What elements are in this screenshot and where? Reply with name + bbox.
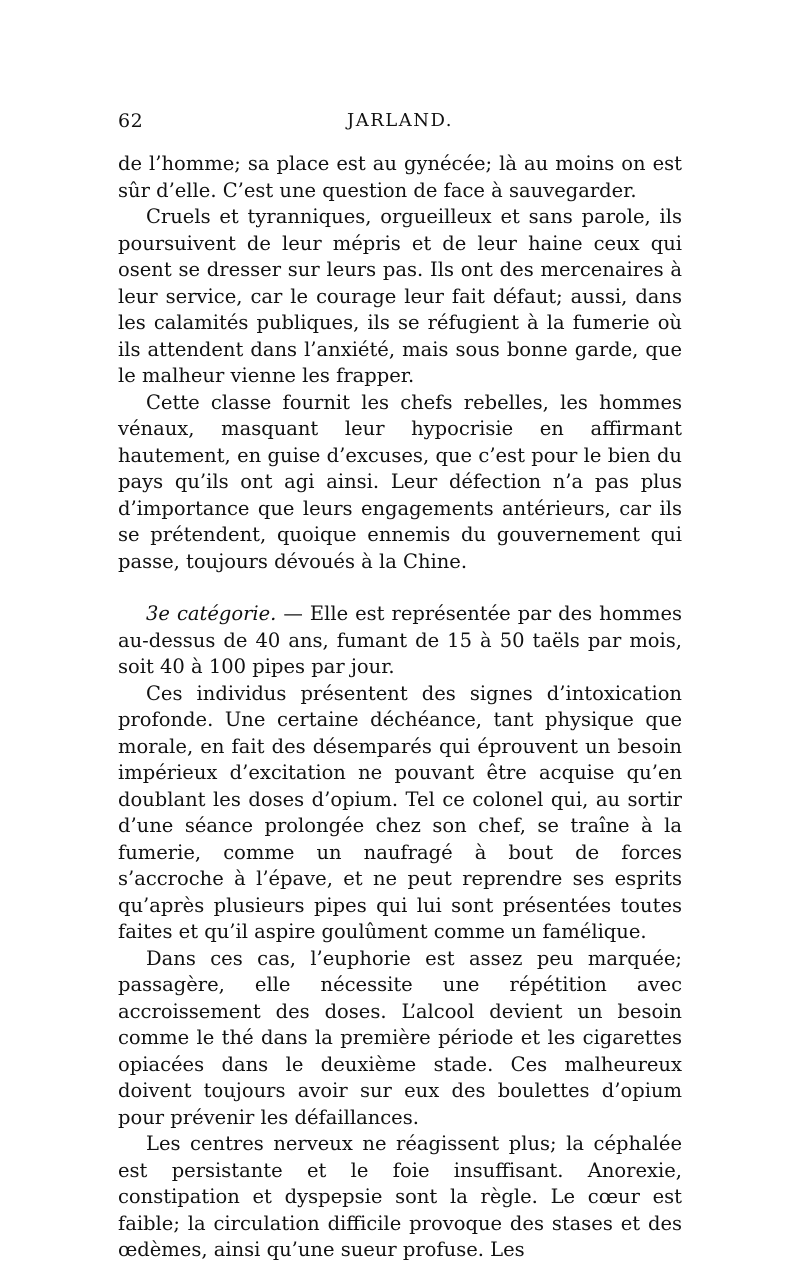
category-paragraph xyxy=(118,601,682,681)
paragraph: Les centres nerveux ne réagissent plus; la céphalée est persistante et le foie insuffisant. Anorexie, constipation et dyspepsie sont la règle. Le cœur est faible; la circulation difficile provoque des stases et des œdèmes, ainsi qu’une sueur profuse. Les xyxy=(118,1132,682,1261)
section-gap xyxy=(118,575,682,601)
running-head: JARLAND. xyxy=(347,110,453,131)
paragraph: de l’homme; sa place est au gynécée; là au moins on est sûr d’elle. C’est une question de face à sauvegarder. xyxy=(118,152,682,202)
page-header xyxy=(118,110,682,138)
paragraph: Dans ces cas, l’euphorie est assez peu marquée; passagère, elle nécessite une répétition avec accroissement des doses. L’alcool devient un besoin comme le thé dans la première période et les cigarettes opiacées dans le deuxième stade. Ces malheureux doivent toujours avoir sur eux des boulettes d’opium pour prévenir les défaillances. xyxy=(118,946,682,1129)
category-label: 3e catégorie. xyxy=(146,602,277,625)
page-number: 62 xyxy=(118,110,144,132)
body-text xyxy=(118,151,682,1264)
category-text: — Elle est représentée par des hommes au-dessus de 40 ans, fumant de 15 à 50 taëls par mois, soit 40 à 100 pipes par jour. xyxy=(118,602,682,678)
paragraph: Ces individus présentent des signes d’intoxication profonde. Une certaine déchéance, tant physique que morale, en fait des désemparés qui éprouvent un besoin impérieux d’excitation ne pouvant être acquise qu’en doublant les doses d’opium. Tel ce colonel qui, au sortir d’une séance prolongée chez son chef, se traîne à la fumerie, comme un naufragé à bout de forces s’accroche à l’épave, et ne peut reprendre ses esprits qu’après plusieurs pipes qui lui sont présentées toutes faites et qu’il aspire goulûment comme un famélique. xyxy=(118,681,682,943)
paragraph: Cruels et tyranniques, orgueilleux et sans parole, ils poursuivent de leur mépris et de leur haine ceux qui osent se dresser sur leurs pas. Ils ont des mercenaires à leur service, car le courage leur fait défaut; aussi, dans les calamités publiques, ils se réfugient à la fumerie où ils attendent dans l’anxiété, mais sous bonne garde, que le malheur vienne les frapper. xyxy=(118,205,682,387)
paragraph: Cette classe fournit les chefs rebelles, les hommes vénaux, masquant leur hypocrisie en affirmant hautement, en guise d’excuses, que c’est pour le bien du pays qu’ils ont agi ainsi. Leur défection n’a pas plus d’importance que leurs engagements antérieurs, car ils se prétendent, quoique ennemis du gouvernement qui passe, toujours dévoués à la Chine. xyxy=(118,390,682,573)
